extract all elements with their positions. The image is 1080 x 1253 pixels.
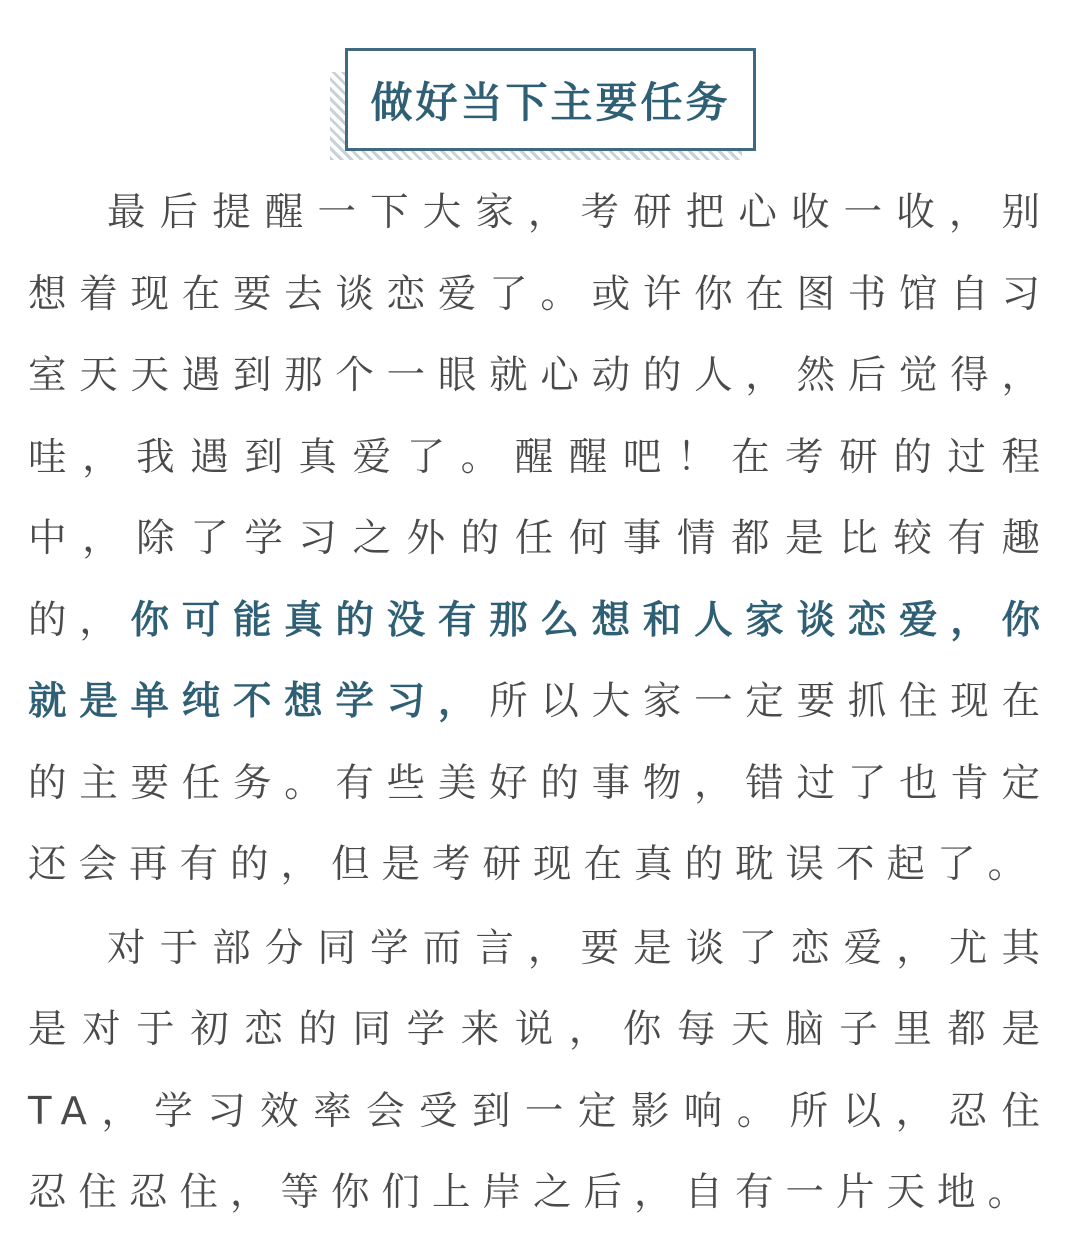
paragraph-1-text-b: 所以大家一定要抓住现在的主要任务。有些美好的事物，错过了也肯定还会再有的，但是考研现在真的耽误不起了。: [28, 679, 1052, 887]
paragraph-1-text-a: 最后提醒一下大家，考研把心收一收，别想着现在要去谈恋爱了。或许你在图书馆自习室天天遇到那个一眼就心动的人，然后觉得，哇，我遇到真爱了。醒醒吧！在考研的过程中，除了学习之外的任何事情都是比较有趣的，: [28, 190, 1052, 643]
article-body: [28, 172, 1052, 1234]
paragraph-2-text: 对于部分同学而言，要是谈了恋爱，尤其是对于初恋的同学来说，你每天脑子里都是TA，学习效率会受到一定影响。所以，忍住忍住忍住，等你们上岸之后，自有一片天地。: [28, 925, 1052, 1215]
paragraph-1-highlight: 你可能真的没有那么想和人家谈恋爱，你就是单纯不想学习，: [28, 597, 1052, 724]
section-title: 做好当下主要任务: [370, 77, 731, 127]
title-frame: [345, 48, 756, 151]
section-title-box: [330, 48, 760, 160]
paragraph-1: [28, 172, 1052, 906]
paragraph-2: [28, 908, 1052, 1234]
